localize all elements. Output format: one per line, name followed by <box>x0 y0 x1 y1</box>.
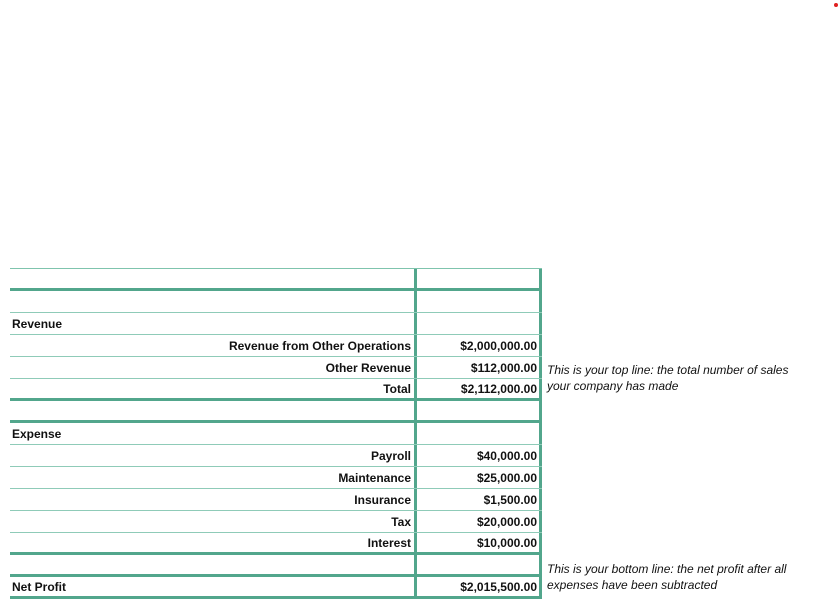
value-cell[interactable]: $2,000,000.00 <box>417 335 542 356</box>
table-row <box>10 291 542 313</box>
total-row <box>10 379 542 401</box>
table-row <box>10 511 542 533</box>
label-cell[interactable]: Payroll <box>10 445 417 466</box>
value-cell[interactable]: $112,000.00 <box>417 357 542 378</box>
table-row <box>10 467 542 489</box>
label-cell[interactable]: Maintenance <box>10 467 417 488</box>
value-cell[interactable] <box>417 291 542 312</box>
income-statement-table <box>10 268 542 599</box>
net-profit-row <box>10 577 542 599</box>
value-cell[interactable]: $2,112,000.00 <box>417 379 542 398</box>
label-cell[interactable] <box>10 269 417 288</box>
table-row <box>10 401 542 423</box>
value-cell[interactable] <box>417 555 542 574</box>
table-row <box>10 489 542 511</box>
value-cell[interactable] <box>417 313 542 334</box>
value-cell[interactable]: $25,000.00 <box>417 467 542 488</box>
bottom-line-note: This is your bottom line: the net profit after all expenses have been subtracted <box>547 562 787 592</box>
label-cell[interactable]: Interest <box>10 533 417 552</box>
label-cell[interactable]: Insurance <box>10 489 417 510</box>
label-cell[interactable]: Tax <box>10 511 417 532</box>
label-cell[interactable]: Other Revenue <box>10 357 417 378</box>
table-row <box>10 555 542 577</box>
table-row <box>10 269 542 291</box>
table-row <box>10 357 542 379</box>
value-cell[interactable] <box>417 423 542 444</box>
label-cell[interactable]: Expense <box>10 423 417 444</box>
top-line-note: This is your top line: the total number of sales your company has made <box>547 363 789 393</box>
recording-indicator-dot <box>834 3 838 7</box>
section-row-revenue <box>10 313 542 335</box>
value-cell[interactable] <box>417 269 542 288</box>
value-cell[interactable]: $2,015,500.00 <box>417 577 542 596</box>
table-row <box>10 533 542 555</box>
label-cell[interactable] <box>10 555 417 574</box>
label-cell[interactable] <box>10 401 417 420</box>
label-cell[interactable]: Revenue from Other Operations <box>10 335 417 356</box>
value-cell[interactable]: $20,000.00 <box>417 511 542 532</box>
label-cell[interactable]: Net Profit <box>10 577 417 596</box>
label-cell[interactable]: Revenue <box>10 313 417 334</box>
table-row <box>10 445 542 467</box>
value-cell[interactable]: $10,000.00 <box>417 533 542 552</box>
label-cell[interactable] <box>10 291 417 312</box>
label-cell[interactable]: Total <box>10 379 417 398</box>
section-row-expense <box>10 423 542 445</box>
table-row <box>10 335 542 357</box>
value-cell[interactable]: $1,500.00 <box>417 489 542 510</box>
value-cell[interactable] <box>417 401 542 420</box>
value-cell[interactable]: $40,000.00 <box>417 445 542 466</box>
